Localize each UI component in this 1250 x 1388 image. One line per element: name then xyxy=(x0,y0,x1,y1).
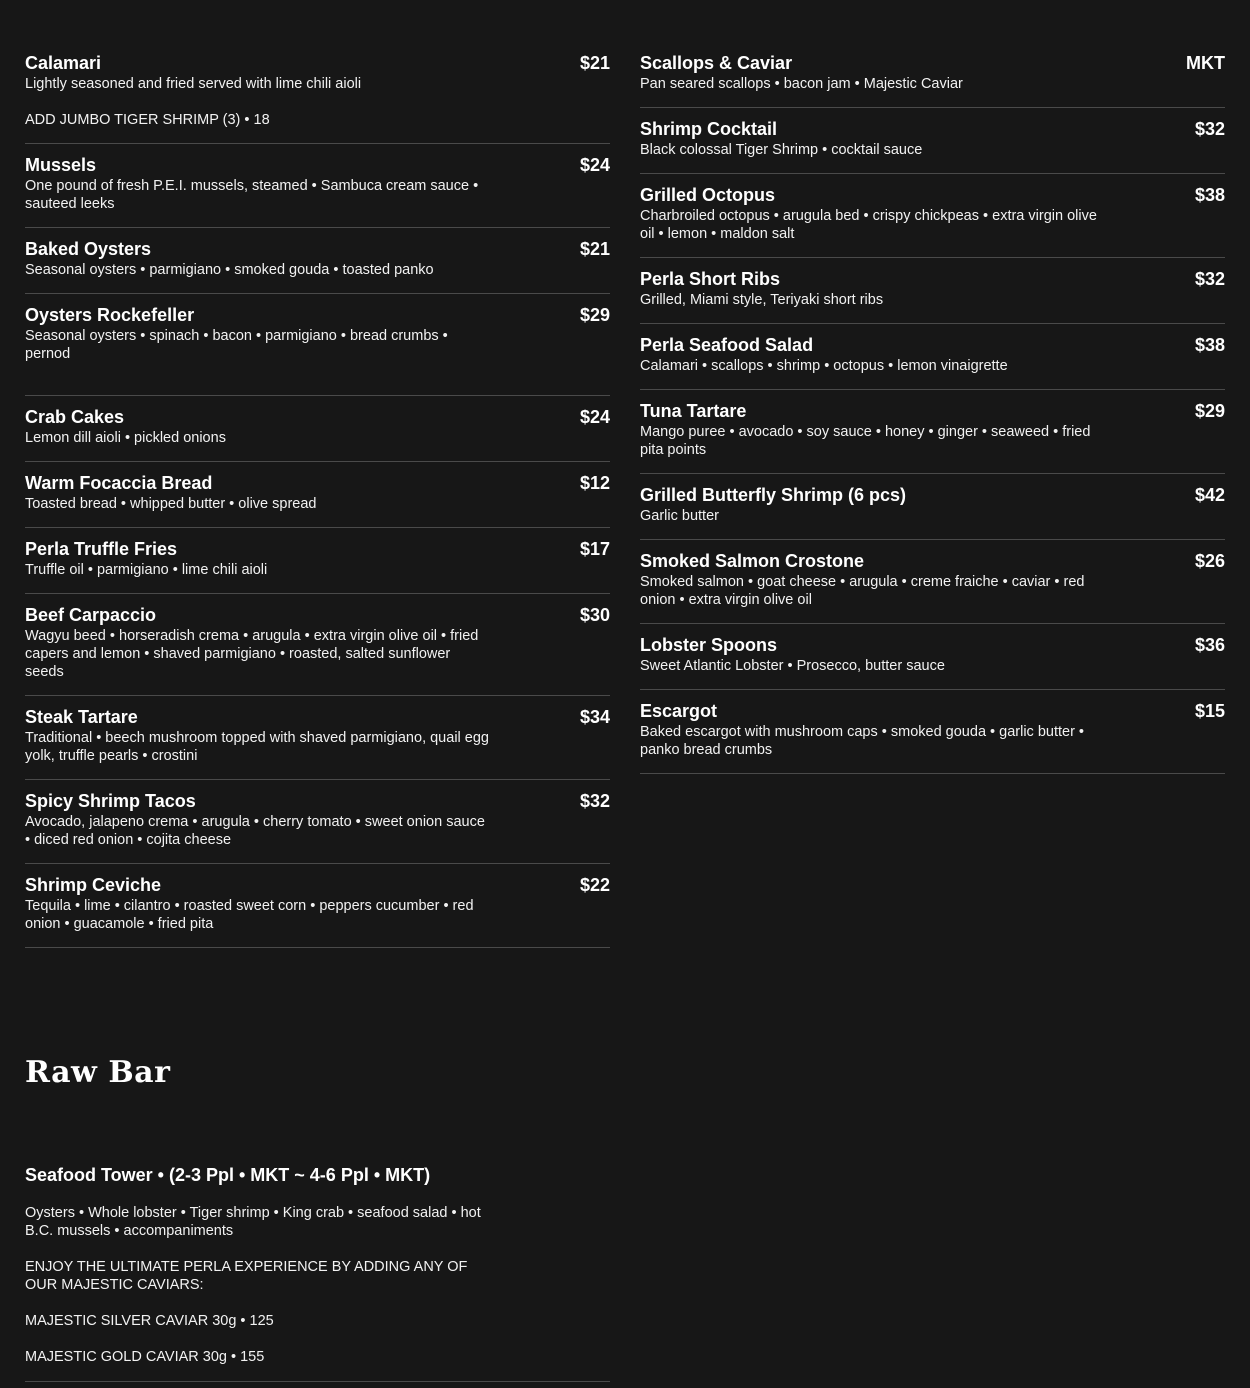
menu-item-truffle-fries xyxy=(25,528,610,594)
item-price: $22 xyxy=(579,875,610,895)
item-name: Scallops & Caviar xyxy=(640,53,793,73)
item-description: Baked escargot with mushroom caps • smoked gouda • garlic butter • panko bread crumbs xyxy=(640,724,1084,758)
item-description: Avocado, jalapeno crema • arugula • cherry tomato • sweet onion sauce • diced red onion • cojita cheese xyxy=(25,814,485,848)
menu-item-shrimp-tacos xyxy=(25,780,610,864)
item-price: $32 xyxy=(1194,119,1225,139)
menu-item-shrimp-cocktail xyxy=(640,108,1225,174)
menu-item-calamari xyxy=(25,42,610,144)
menu-item-escargot xyxy=(640,690,1225,774)
item-price: $30 xyxy=(579,605,610,625)
item-name: Perla Truffle Fries xyxy=(25,539,178,559)
item-name: Steak Tartare xyxy=(25,707,138,727)
item-description: Sweet Atlantic Lobster • Prosecco, butter sauce xyxy=(640,658,945,674)
item-price: $21 xyxy=(579,239,610,259)
menu-item-baked-oysters xyxy=(25,228,610,294)
item-description: Seasonal oysters • parmigiano • smoked gouda • toasted panko xyxy=(25,262,434,278)
item-description: Garlic butter xyxy=(640,508,719,524)
menu-item-scallops-caviar xyxy=(640,42,1225,108)
item-description: Charbroiled octopus • arugula bed • crispy chickpeas • extra virgin olive oil • lemon • maldon salt xyxy=(640,208,1097,242)
menu-item-salmon-crostone xyxy=(640,540,1225,624)
item-description: Grilled, Miami style, Teriyaki short ribs xyxy=(640,292,884,308)
item-price: $15 xyxy=(1194,701,1225,721)
menu-item-butterfly-shrimp xyxy=(640,474,1225,540)
item-description: Pan seared scallops • bacon jam • Majestic Caviar xyxy=(640,76,963,92)
item-name: Perla Short Ribs xyxy=(640,269,781,289)
item-description: Wagyu beed • horseradish crema • arugula • extra virgin olive oil • fried capers and lemon • shaved parmigiano • roasted, salted sunflower seeds xyxy=(25,628,479,680)
item-price: $32 xyxy=(579,791,610,811)
silver-caviar-price: MAJESTIC SILVER CAVIAR 30g • 125 xyxy=(25,1313,274,1329)
item-description: One pound of fresh P.E.I. mussels, steamed • Sambuca cream sauce • sauteed leeks xyxy=(25,178,479,212)
seafood-tower-description: Oysters • Whole lobster • Tiger shrimp • King crab • seafood salad • hot B.C. mussels • accompaniments xyxy=(25,1205,481,1239)
item-price: $29 xyxy=(1194,401,1225,421)
item-name: Baked Oysters xyxy=(25,239,152,259)
menu-item-lobster-spoons xyxy=(640,624,1225,690)
item-price: $38 xyxy=(1194,335,1225,355)
menu-column-left xyxy=(25,42,610,948)
item-price: $29 xyxy=(579,305,610,325)
item-price: $24 xyxy=(579,155,610,175)
item-name: Grilled Octopus xyxy=(640,185,776,205)
caviar-note: ENJOY THE ULTIMATE PERLA EXPERIENCE BY ADDING ANY OF OUR MAJESTIC CAVIARS: xyxy=(25,1259,468,1293)
menu-item-short-ribs xyxy=(640,258,1225,324)
menu-item-crab-cakes xyxy=(25,396,610,462)
menu-column-right xyxy=(640,42,1225,774)
item-name: Oysters Rockefeller xyxy=(25,305,195,325)
item-description: Lemon dill aioli • pickled onions xyxy=(25,430,226,446)
item-description: Seasonal oysters • spinach • bacon • parmigiano • bread crumbs • pernod xyxy=(25,328,448,362)
item-description: Tequila • lime • cilantro • roasted sweet corn • peppers cucumber • red onion • guacamole • fried pita xyxy=(25,898,474,932)
item-name: Escargot xyxy=(640,701,718,721)
item-price: $42 xyxy=(1194,485,1225,505)
item-name: Shrimp Cocktail xyxy=(640,119,778,139)
menu-item-steak-tartare xyxy=(25,696,610,780)
item-name: Tuna Tartare xyxy=(640,401,747,421)
section-title-raw-bar: Raw Bar xyxy=(25,1055,171,1090)
item-price: $24 xyxy=(579,407,610,427)
item-addon: ADD JUMBO TIGER SHRIMP (3) • 18 xyxy=(25,112,270,128)
menu-item-grilled-octopus xyxy=(640,174,1225,258)
item-name: Smoked Salmon Crostone xyxy=(640,551,865,571)
menu-item-beef-carpaccio xyxy=(25,594,610,696)
item-name: Shrimp Ceviche xyxy=(25,875,162,895)
item-description: Lightly seasoned and fried served with lime chili aioli xyxy=(25,76,362,92)
item-description: Truffle oil • parmigiano • lime chili aioli xyxy=(25,562,268,578)
item-price: $17 xyxy=(579,539,610,559)
item-name: Warm Focaccia Bread xyxy=(25,473,213,493)
spacer xyxy=(25,363,610,381)
item-price: $12 xyxy=(579,473,610,493)
menu-item-mussels xyxy=(25,144,610,228)
menu-item-tuna-tartare xyxy=(640,390,1225,474)
item-price: $21 xyxy=(579,53,610,73)
item-description: Traditional • beech mushroom topped with shaved parmigiano, quail egg yolk, truffle pearls • crostini xyxy=(25,730,489,764)
item-price: MKT xyxy=(1186,53,1225,73)
seafood-tower-title: Seafood Tower • (2-3 Ppl • MKT ~ 4-6 Ppl • MKT) xyxy=(25,1165,431,1185)
item-name: Calamari xyxy=(25,53,102,73)
item-name: Grilled Butterfly Shrimp (6 pcs) xyxy=(640,485,907,505)
item-name: Crab Cakes xyxy=(25,407,125,427)
item-price: $32 xyxy=(1194,269,1225,289)
item-price: $36 xyxy=(1194,635,1225,655)
item-name: Spicy Shrimp Tacos xyxy=(25,791,196,811)
item-name: Perla Seafood Salad xyxy=(640,335,814,355)
item-description: Toasted bread • whipped butter • olive spread xyxy=(25,496,317,512)
gold-caviar-price: MAJESTIC GOLD CAVIAR 30g • 155 xyxy=(25,1349,265,1365)
divider xyxy=(25,1381,610,1382)
item-description: Black colossal Tiger Shrimp • cocktail sauce xyxy=(640,142,923,158)
item-price: $26 xyxy=(1194,551,1225,571)
item-price: $34 xyxy=(579,707,610,727)
menu-item-oysters-rockefeller xyxy=(25,294,610,396)
item-name: Beef Carpaccio xyxy=(25,605,157,625)
item-name: Lobster Spoons xyxy=(640,635,778,655)
item-name: Mussels xyxy=(25,155,97,175)
raw-bar-section xyxy=(25,1165,610,1382)
menu-item-seafood-salad xyxy=(640,324,1225,390)
menu-item-shrimp-ceviche xyxy=(25,864,610,948)
item-description: Smoked salmon • goat cheese • arugula • creme fraiche • caviar • red onion • extra virgin olive oil xyxy=(640,574,1085,608)
menu-item-focaccia xyxy=(25,462,610,528)
item-description: Calamari • scallops • shrimp • octopus • lemon vinaigrette xyxy=(640,358,1008,374)
item-description: Mango puree • avocado • soy sauce • honey • ginger • seaweed • fried pita points xyxy=(640,424,1091,458)
item-price: $38 xyxy=(1194,185,1225,205)
